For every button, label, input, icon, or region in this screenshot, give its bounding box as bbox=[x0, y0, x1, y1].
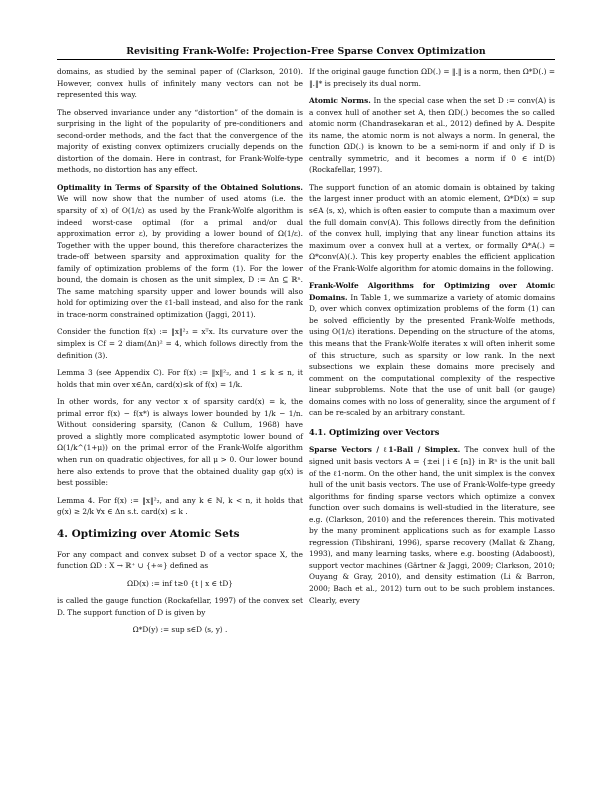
paragraph-heading: Frank-Wolfe Algorithms for Optimizing over Atomic Domains. bbox=[309, 281, 555, 302]
equation-gauge: ΩD(x) := inf t≥0 {t | x ∈ tD} bbox=[127, 578, 233, 588]
paragraph-sparse-vectors bbox=[309, 444, 555, 606]
running-header: Revisiting Frank-Wolfe: Projection-Free Sparse Convex Optimization bbox=[126, 46, 486, 57]
paragraph-body: In the special case when the set D := conv(A) is a convex hull of another set A, then ΩD(.) becomes the so called atomic norm (Chandrasekaran et al., 2012) defined by A. Despite its name, the atomic norm is not always a norm. In general, the function ΩD(.) is known to be a semi-norm if and only if D is centrally symmetric, and it becomes a norm if 0 ∈ int(D) (Rockafellar, 1997). bbox=[309, 96, 556, 175]
paragraph-heading: Sparse Vectors / ℓ1-Ball / Simplex. bbox=[309, 445, 461, 455]
left-column bbox=[57, 66, 303, 642]
right-column bbox=[309, 66, 555, 612]
paragraph-atomic-norms bbox=[309, 95, 555, 176]
equation-support: Ω*D(y) := sup s∈D ⟨s, y⟩ . bbox=[132, 625, 228, 635]
paragraph: In other words, for any vector x of sparsity card(x) = k, the primal error f(x) − f(x*) is always lower bounded by 1/k − 1/n. Without considering sparsity, (Canon & Cullum, 1968) have proved a slightly more complicated asymptotic lower bound of Ω(1/k^(1+μ)) on the primal error of the Frank-Wolfe algorithm when run on quadratic objectives, for all μ > 0. Our lower bound here also extends to prove that the obtained duality gap g(x) is best possible: bbox=[57, 397, 303, 488]
paragraph-heading: Optimality in Terms of Sparsity of the Obtained Solutions. bbox=[57, 182, 303, 192]
section-heading: 4. Optimizing over Atomic Sets bbox=[57, 527, 240, 540]
subsection-heading: 4.1. Optimizing over Vectors bbox=[309, 426, 440, 437]
paragraph-optimality bbox=[57, 182, 303, 321]
lemma-4: Lemma 4. For f(x) := ‖x‖²₂, and any k ∈ ℕ, k < n, it holds that g(x) ≥ 2/k ∀x ∈ Δn s.t. card(x) ≤ k . bbox=[57, 495, 303, 517]
paragraph: Consider the function f(x) := ‖x‖²₂ = xᵀx. Its curvature over the simplex is Cf = 2 diam(Δn)² = 4, which follows directly from the definition (3). bbox=[57, 327, 303, 360]
header-rule bbox=[57, 59, 555, 60]
paragraph: is called the gauge function (Rockafellar, 1997) of the convex set D. The support function of D is given by bbox=[57, 596, 303, 617]
paragraph: For any compact and convex subset D of a vector space X, the function ΩD : X → ℝ⁺ ∪ {+∞} defined as bbox=[57, 549, 303, 571]
lemma-3: Lemma 3 (see Appendix C). For f(x) := ‖x‖²₂, and 1 ≤ k ≤ n, it holds that min over x∈Δn, card(x)≤k of f(x) = 1/k. bbox=[57, 368, 303, 389]
paragraph-body: In Table 1, we summarize a variety of atomic domains D, over which convex optimization problems of the form (1) can be solved efficiently by the presented Frank-Wolfe methods, using O(1/ε) iterations. Depending on the structure of the atoms, this means that the Frank-Wolfe iterates x will often inherit some of this structure, such as sparsity or low rank. In the next subsections we explain these domains more precisely and comment on the computational complexity of the respective linear subproblems. Note that the use of unit ball (or gauge) domains comes with no loss of generality, since the argument of f can be re-scaled by an arbitrary constant. bbox=[309, 292, 555, 418]
paragraph: The observed invariance under any “distortion” of the domain is surprising in the light of the popularity of pre-conditioners and second-order methods, and the fact that the convergence of the majority of existing convex optimizers crucially depends on the distortion of the domain. Here in contrast, for Frank-Wolfe-type methods, no distortion has any effect. bbox=[57, 107, 303, 175]
paragraph: The support function of an atomic domain is obtained by taking the largest inner product with an atomic element, Ω*D(x) = sup s∈A ⟨s, x⟩, which is often easier to compute than a maximum over the full domain conv(A). This follows directly from the definition of the convex hull, implying that any linear function attains its maximum over a convex hull at a vertex, or formally Ω*A(.) = Ω*conv(A)(.). This key property enables the efficient application of the Frank-Wolfe algorithm for atomic domains in the following. bbox=[309, 182, 555, 273]
paragraph-body: The convex hull of the signed unit basis vectors A = {±ei | i ∈ [n]} in ℝⁿ is the unit ball of the ℓ1-norm. On the other hand, the unit simplex is the convex hull of the unit basis vectors. The use of Frank-Wolfe-type greedy algorithms for finding sparse vectors which optimize a convex function over such domains is well-studied in the literature, see e.g. (Clarkson, 2010) and the references therein. This motivated by the many prominent applications such as for example Lasso regression (Tibshirani, 1996), sparse recovery (Mallat & Zhang, 1993), and many learning tasks, where e.g. boosting (Adaboost), support vector machines (Gärtner & Jaggi, 2009; Clarkson, 2010; Ouyang & Gray, 2010), and density estimation (Li & Barron, 2000; Bach et al., 2012) turn out to be such problem instances. Clearly, every bbox=[309, 445, 555, 605]
paragraph: If the original gauge function ΩD(.) = ‖.‖ is a norm, then Ω*D(.) = ‖.‖* is precisely its dual norm. bbox=[309, 67, 555, 88]
paragraph-frank-wolfe bbox=[309, 280, 555, 419]
paragraph-body: We will now show that the number of used atoms (i.e. the sparsity of x) of O(1/ε) as used by the Frank-Wolfe algorithm is indeed worst-case optimal (for a primal and/or dual approximation error ε), by providing a lower bound of Ω(1/ε). Together with the upper bound, this therefore characterizes the trade-off between sparsity and approximation quality for the family of optimization problems of the form (1). For the lower bound, the domain is chosen as the unit simplex, D := Δn ⊆ ℝⁿ. The same matching sparsity upper and lower bounds will also hold for optimizing over the ℓ1-ball instead, and also for the rank in trace-norm constrained optimization (Jaggi, 2011). bbox=[57, 194, 303, 319]
paragraph: domains, as studied by the seminal paper of (Clarkson, 2010). However, convex hulls of infinitely many vectors can not be represented this way. bbox=[57, 67, 303, 100]
paragraph-heading: Atomic Norms. bbox=[309, 96, 371, 106]
